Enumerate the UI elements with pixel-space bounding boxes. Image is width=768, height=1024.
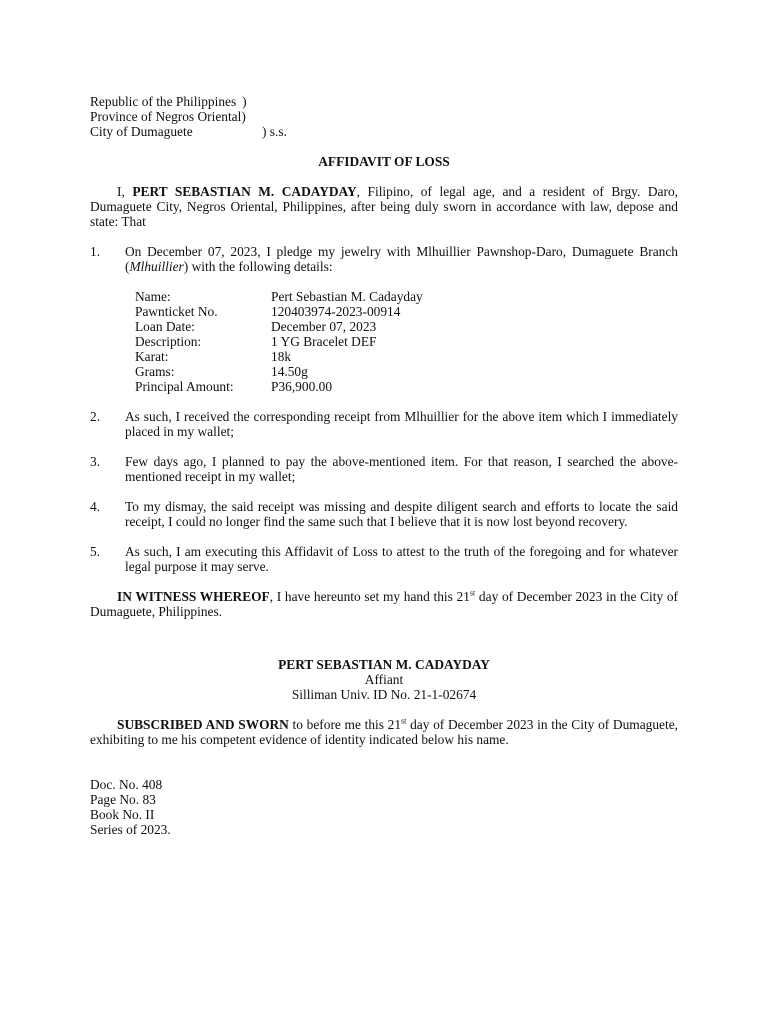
affidavit-document <box>90 94 678 837</box>
detail-value: 120403974-2023-00914 <box>271 304 401 319</box>
list-item <box>90 409 678 439</box>
list-item-text: To my dismay, the said receipt was missing and despite diligent search and efforts to locate the said receipt, I could no longer find the same such that I believe that it is now lost beyond recovery. <box>125 499 678 529</box>
document-title: AFFIDAVIT OF LOSS <box>318 154 450 169</box>
statements-list <box>90 409 678 574</box>
detail-value: 14.50g <box>271 364 308 379</box>
detail-value: P36,900.00 <box>271 379 333 394</box>
pawn-details-table <box>135 289 423 394</box>
list-item-number: 2. <box>90 409 101 424</box>
list-item <box>90 454 678 484</box>
detail-row <box>135 319 423 334</box>
detail-label: Name: <box>135 289 171 304</box>
intro-paragraph: I, PERT SEBASTIAN M. CADAYDAY, Filipino, of legal age, and a resident of Brgy. Daro, Dumaguete City, Negros Oriental, Philippines, after being duly sworn in accordance with law, depose and state: That <box>90 184 678 229</box>
notarial-register <box>90 777 678 837</box>
list-item-number: 4. <box>90 499 101 514</box>
witness-paragraph: IN WITNESS WHEREOF, I have hereunto set my hand this 21st day of December 2023 in the City of Dumaguete, Philippines. <box>90 588 679 619</box>
jurat-paragraph: SUBSCRIBED AND SWORN to before me this 21st day of December 2023 in the City of Dumaguete, exhibiting to me his competent evidence of identity indicated below his name. <box>90 716 678 747</box>
doc-number: Doc. No. 408 <box>90 777 163 792</box>
signature-name: PERT SEBASTIAN M. CADAYDAY <box>278 657 490 672</box>
detail-value: 1 YG Bracelet DEF <box>271 334 377 349</box>
detail-row <box>135 364 423 379</box>
detail-value: Pert Sebastian M. Cadayday <box>271 289 423 304</box>
venue-line-province: Province of Negros Oriental) <box>90 109 246 124</box>
detail-value: December 07, 2023 <box>271 319 377 334</box>
detail-row <box>135 334 423 349</box>
list-item-number: 5. <box>90 544 101 559</box>
series-year: Series of 2023. <box>90 822 171 837</box>
detail-value: 18k <box>271 349 292 364</box>
signature-role: Affiant <box>364 672 404 687</box>
signature-id: Silliman Univ. ID No. 21-1-02674 <box>291 687 477 702</box>
detail-label: Karat: <box>135 349 169 364</box>
list-item-text: As such, I received the corresponding receipt from Mlhuillier for the above item which I immediately placed in my wallet; <box>125 409 678 439</box>
list-item: 1. On December 07, 2023, I pledge my jewelry with Mlhuillier Pawnshop-Daro, Dumaguete Branch (Mlhuillier) with the following details: <box>90 244 678 274</box>
detail-row <box>135 289 423 304</box>
affiant-name: PERT SEBASTIAN M. CADAYDAY <box>132 184 357 199</box>
list-item <box>90 544 678 574</box>
book-number: Book No. II <box>90 807 155 822</box>
detail-label: Pawnticket No. <box>135 304 218 319</box>
detail-label: Loan Date: <box>135 319 195 334</box>
venue-block <box>90 94 678 139</box>
page-number: Page No. 83 <box>90 792 156 807</box>
detail-label: Grams: <box>135 364 175 379</box>
list-item-number: 3. <box>90 454 101 469</box>
detail-row <box>135 304 423 319</box>
venue-line-republic: Republic of the Philippines ) <box>90 94 247 109</box>
detail-label: Principal Amount: <box>135 379 234 394</box>
list-item <box>90 499 678 529</box>
detail-row <box>135 349 423 364</box>
signature-block <box>90 657 678 702</box>
detail-row <box>135 379 423 394</box>
list-item-text: Few days ago, I planned to pay the above-mentioned item. For that reason, I searched the above-mentioned receipt in my wallet; <box>125 454 678 484</box>
detail-label: Description: <box>135 334 202 349</box>
venue-line-city: City of Dumaguete ) s.s. <box>90 124 287 139</box>
list-item-text: As such, I am executing this Affidavit of Loss to attest to the truth of the foregoing and for whatever legal purpose it may serve. <box>125 544 678 574</box>
